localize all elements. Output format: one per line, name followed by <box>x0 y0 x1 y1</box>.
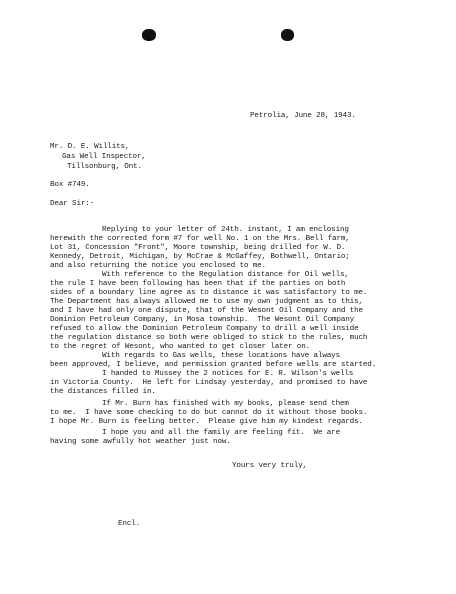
box-reference: Box #749. <box>50 181 90 189</box>
body-line: been approved, I believe, and permission granted before wells are started. <box>50 361 377 369</box>
recipient-line: Gas Well Inspector, <box>62 153 146 161</box>
body-line: sides of a boundary line agree as to distance it was satisfactory to me. <box>50 289 368 297</box>
body-line: the distances filled in. <box>50 388 156 396</box>
body-line: Dominion Petroleum Company, in Mosa township. The Wesont Oil Company <box>50 316 355 324</box>
body-line: The Department has always allowed me to use my own judgment as to this, <box>50 298 363 306</box>
body-line: If Mr. Burn has finished with my books, please send them <box>102 400 349 408</box>
enclosure-note: Encl. <box>118 520 141 528</box>
body-line: With reference to the Regulation distance for Oil wells, <box>102 271 349 279</box>
salutation: Dear Sir:- <box>50 200 95 208</box>
body-line: and I have had only one dispute, that of the Wesont Oil Company and the <box>50 307 363 315</box>
body-line: With regards to Gas wells, these locations have always <box>102 352 340 360</box>
body-line: in Victoria County. He left for Lindsay yesterday, and promised to have <box>50 379 368 387</box>
body-line: having some awfully hot weather just now. <box>50 438 231 446</box>
body-line: refused to allow the Dominion Petroleum Company to drill a well inside <box>50 325 359 333</box>
body-line: I hope you and all the family are feeling fit. We are <box>102 429 340 437</box>
body-line: Lot 31, Concession "Front", Moore township, being drilled for W. D. <box>50 244 346 252</box>
body-line: Kennedy, Detroit, Michigan, by McCrae & McGaffey, Bothwell, Ontario; <box>50 253 350 261</box>
body-line: I hope Mr. Burn is feeling better. Please give him my kindest regards. <box>50 418 363 426</box>
body-line: herewith the corrected form #7 for well No. 1 on the Mrs. Bell farm, <box>50 235 350 243</box>
body-line: Replying to your letter of 24th. instant, I am enclosing <box>102 226 349 234</box>
body-line: and also returning the notice you enclosed to me. <box>50 262 266 270</box>
body-line: I handed to Mussey the 2 notices for E. R. Wilson's wells <box>102 370 354 378</box>
body-line: the regulation distance so both were obliged to stick to the rules, much <box>50 334 368 342</box>
dateline: Petrolia, June 28, 1943. <box>250 112 356 120</box>
ink-blot <box>142 29 156 41</box>
recipient-line: Mr. D. E. Willits, <box>50 143 130 151</box>
body-line: the rule I have been following has been that if the parties on both <box>50 280 346 288</box>
body-line: to me. I have some checking to do but cannot do it without those books. <box>50 409 368 417</box>
closing: Yours very truly, <box>232 462 307 470</box>
body-line: to the regret of Wesont, who wanted to get closer later on. <box>50 343 311 351</box>
recipient-line: Tillsonburg, Ont. <box>67 163 142 171</box>
ink-blot <box>281 29 294 41</box>
